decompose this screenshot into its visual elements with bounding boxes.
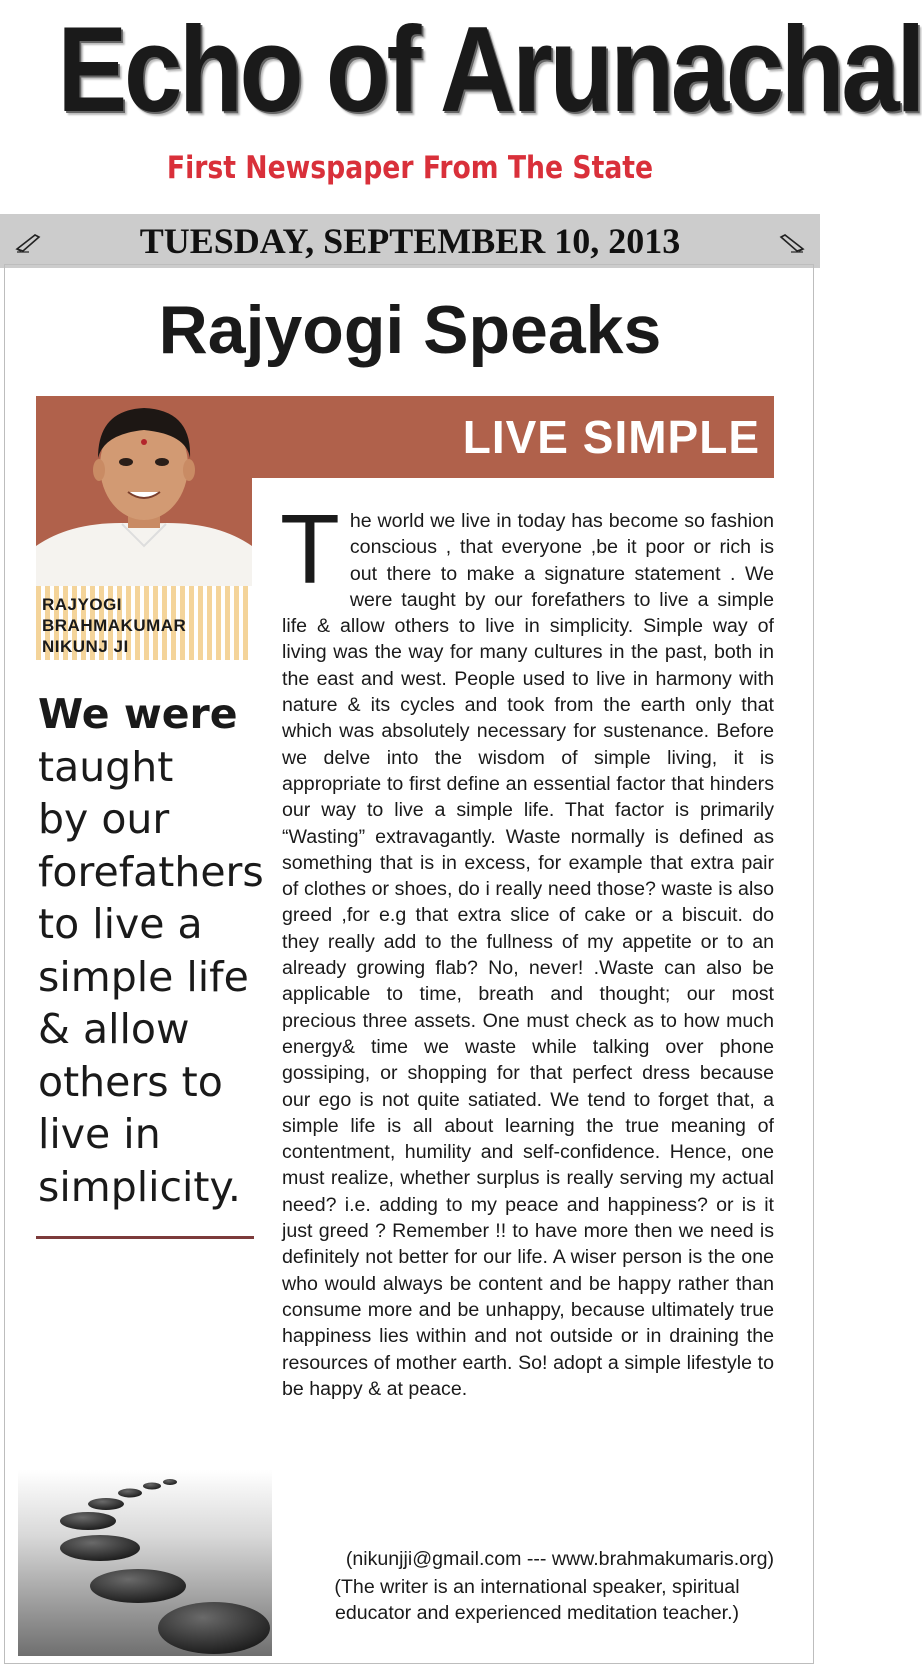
pen-icon [779, 229, 805, 253]
author-name-line: BRAHMAKUMAR [42, 616, 187, 635]
drop-cap: T [280, 494, 340, 604]
pull-quote-rule [36, 1236, 254, 1239]
pull-quote-line: by our [38, 795, 170, 843]
pull-quote-line: simplicity. [38, 1162, 241, 1211]
pull-quote-line: simple life [38, 952, 249, 1001]
dateline-bar [0, 214, 820, 268]
article-body [280, 494, 774, 1402]
publication-date: TUESDAY, SEPTEMBER 10, 2013 [139, 221, 681, 261]
pull-quote-line: to live a [38, 900, 203, 948]
pull-quote-line: others to [38, 1057, 223, 1106]
stones-image [18, 1470, 272, 1656]
author-name-line: RAJYOGI [42, 595, 123, 614]
pull-quote-line: taught [38, 742, 174, 791]
author-photo [36, 396, 252, 586]
author-name [36, 586, 252, 660]
newspaper-name: Echo of Arunachal [57, 1, 922, 137]
article-body-text: he world we live in today has become so fashion conscious , that everyone ,be it poor or rich is out there to make a signature statement . We were taught by our forefathers to live a simple life & allow others to live in simplicity. Simple way of living was the way for many cultures in the past, both in the east and west. People used to live in harmony with nature & its cycles and took from the earth only that which was absolutely necessary for sustenance. Before we delve into the wisdom of simple living, it is appropriate to first define an essential factor that hinders our way to live a simple life. That factor is primarily “Wasting” extravagantly. Waste normally is defined as something that is in excess, for example that extra pair of clothes or shoes, do i really need those? waste is also greed ,for e.g that extra slice of cake or a biscuit. do they really add to the fullness of my appetite or to an already growing flab? No, never! .Waste can also be applicable to time, breath and thought; our most precious three assets. One must check as to how much energy& time we waste while talking over phone gossiping, or shopping for that perfect dress because our ego is not quite satiated. We tend to forget that, a simple life is all about learning the true meaning of contentment, humility and self-confidence. Hence, one must realize, whether surplus is really serving my actual need? i.e. adding to my peace and happiness? or is it just greed ? Remember !! to have more then we need is definitely not better for our life. A wiser person is the one who would always be content and be happy rather than consume more and be unhappy, because ultimately true happiness lies within and not outside or in draining the resources of mother earth. So! adopt a simple lifestyle to be happy & at peace. [282, 510, 774, 1400]
writer-note: (The writer is an international speaker, spiritual educator and experienced meditation teacher.) [334, 1576, 740, 1625]
author-contact: (nikunjji@gmail.com --- www.brahmakumaris.org) [345, 1548, 774, 1570]
pull-quote [38, 688, 278, 1213]
column-title: Rajyogi Speaks [158, 292, 662, 368]
pull-quote-line: We were [38, 690, 238, 738]
article-headline: LIVE SIMPLE [462, 411, 760, 463]
pull-quote-line: forefathers [38, 847, 264, 896]
masthead [0, 0, 922, 205]
author-name-line: NIKUNJ JI [42, 637, 129, 656]
newspaper-tagline: First Newspaper From The State [166, 150, 654, 186]
pull-quote-line: live in [38, 1110, 161, 1158]
pull-quote-line: & allow [38, 1005, 190, 1053]
